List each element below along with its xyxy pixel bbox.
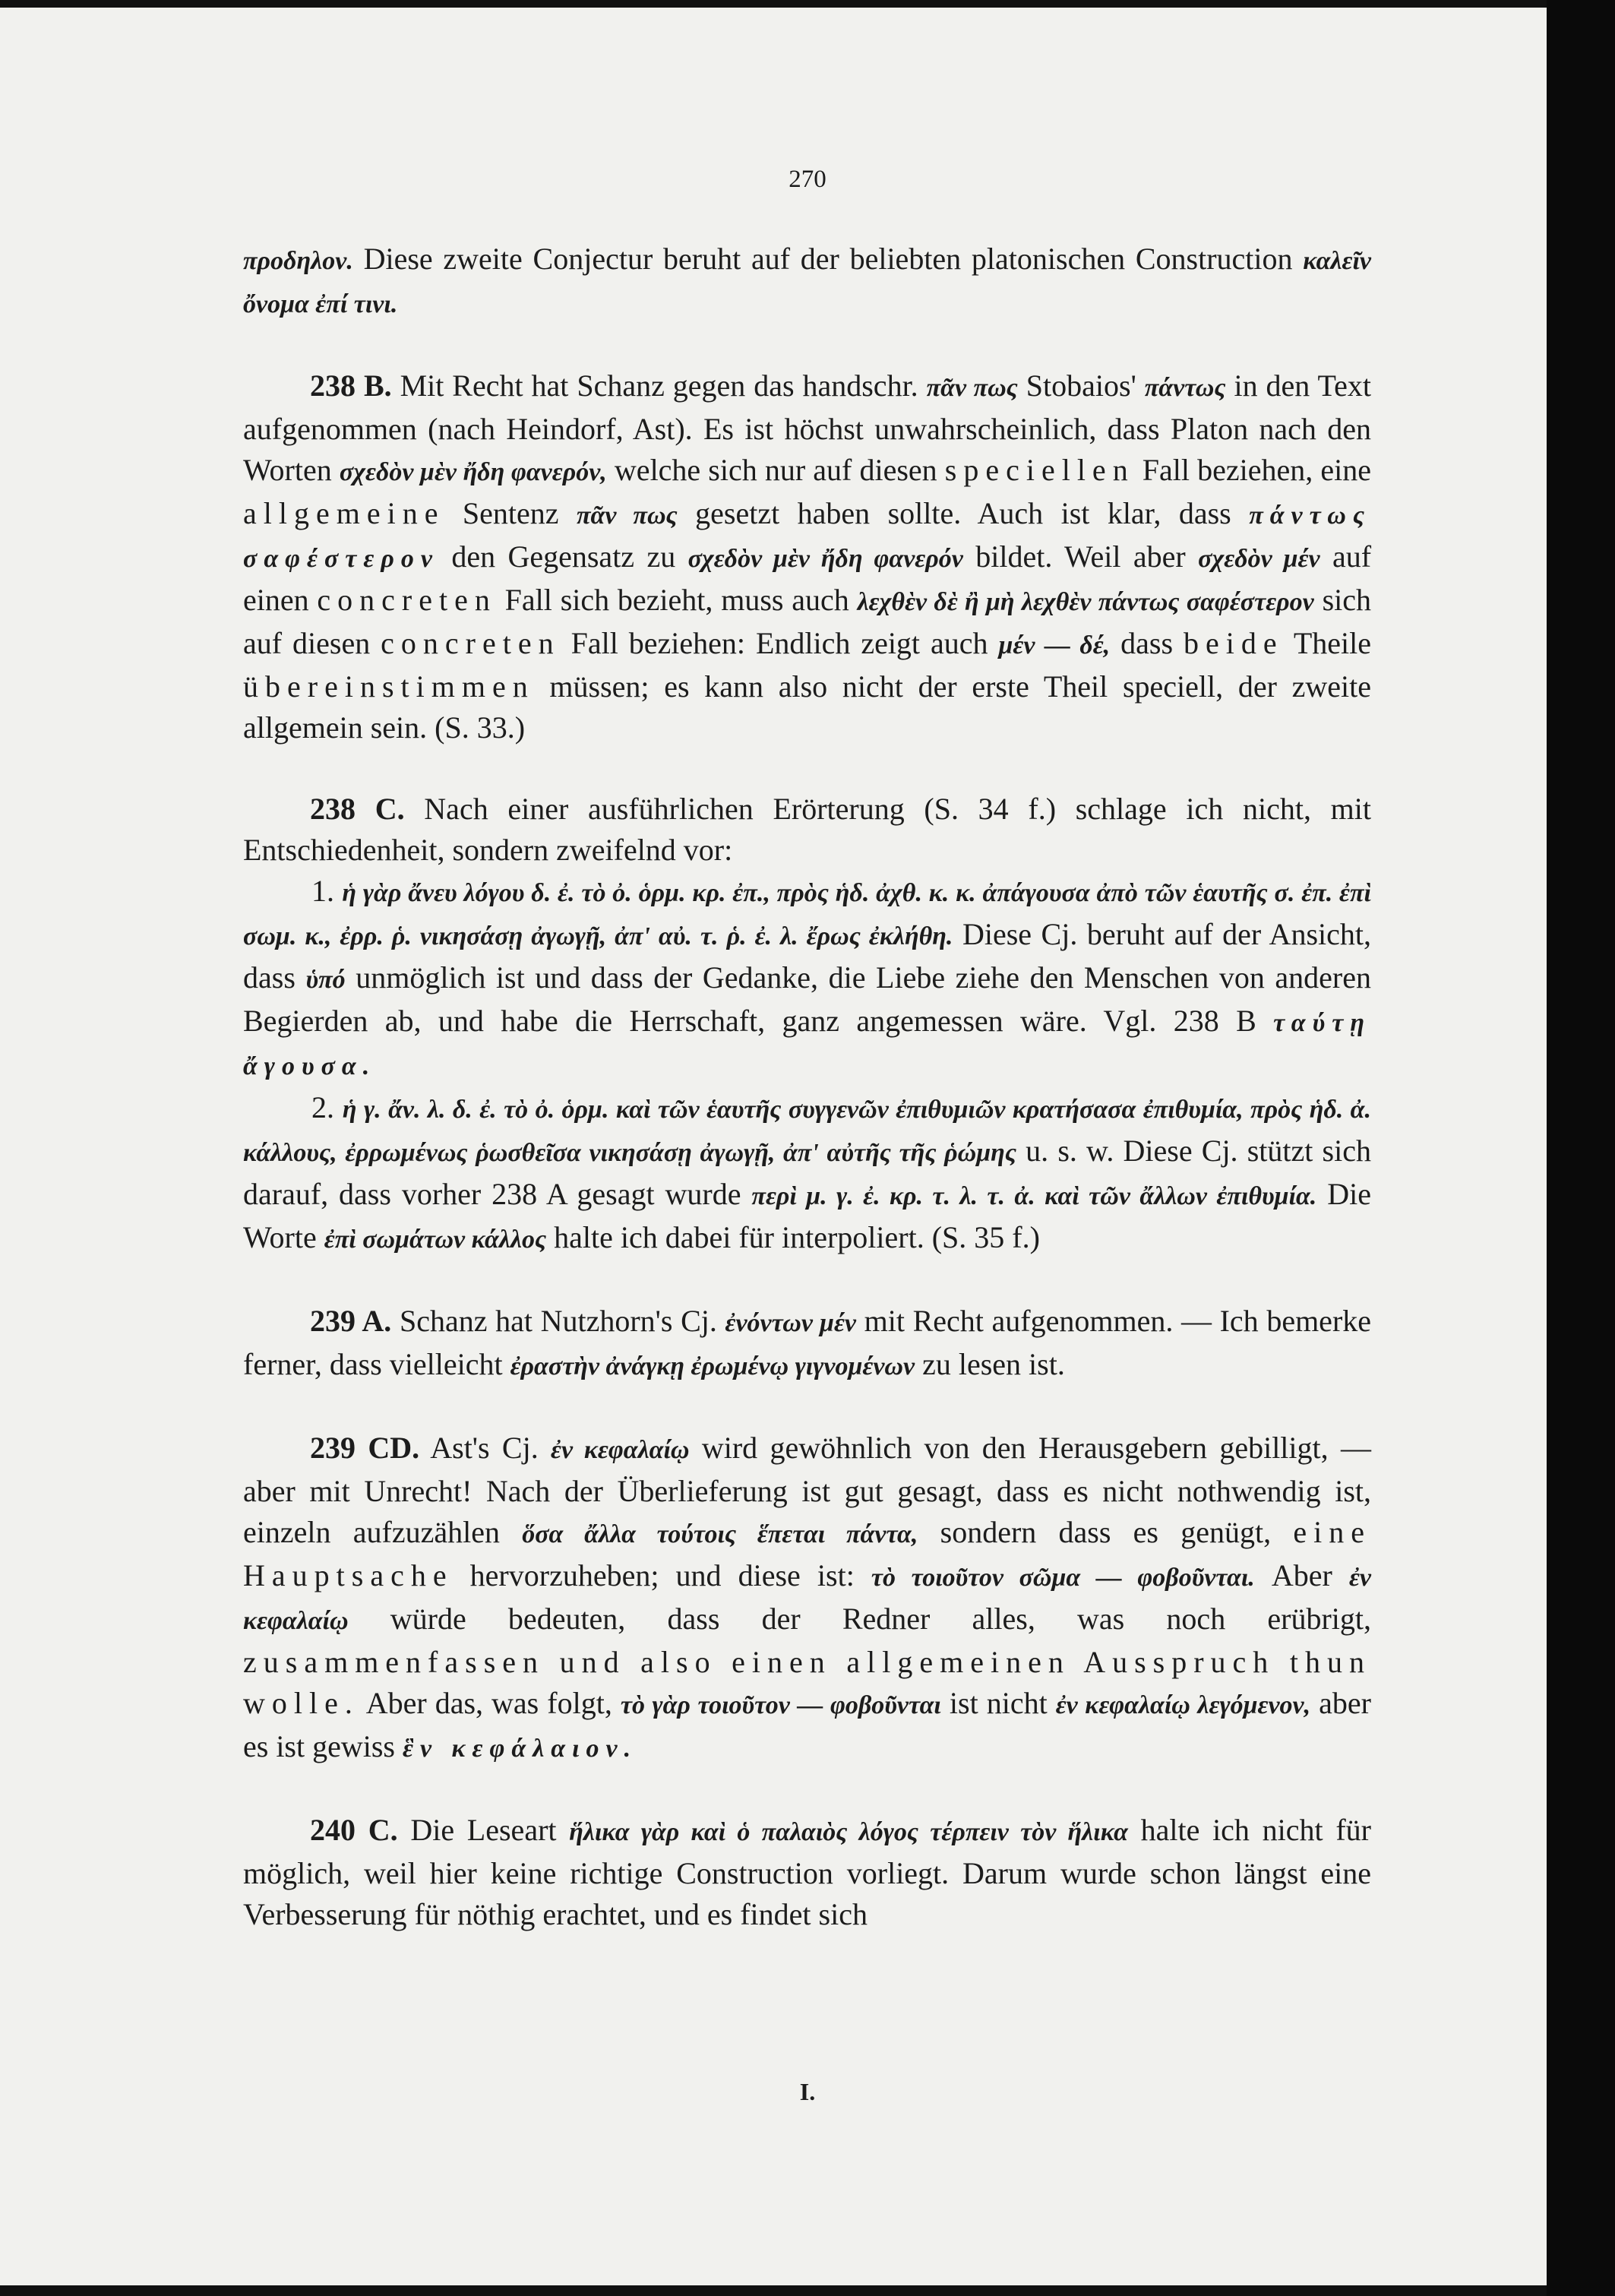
greek-text: ἐνόντων μέν bbox=[725, 1309, 856, 1337]
text-run: Mit Recht hat Schanz gegen das handschr. bbox=[391, 368, 927, 403]
text-run: welche sich nur auf diesen bbox=[606, 453, 945, 487]
greek-text: λεχθὲν δὲ ἢ μὴ λεχθὲν πάντως σαφέστερον bbox=[857, 588, 1314, 616]
greek-text: τὸ γὰρ τοιοῦτον — φοβοῦνται bbox=[620, 1691, 941, 1719]
page-number: 270 bbox=[789, 166, 826, 193]
text-run: dass bbox=[1110, 626, 1184, 660]
greek-text: σχεδὸν μέν bbox=[1198, 545, 1320, 573]
spaced-text: speciellen bbox=[944, 453, 1135, 487]
text-run: Diese Cj. beruht auf der Ansicht, dass bbox=[243, 917, 1371, 995]
greek-text: σχεδὸν μὲν ἤδη φανερόν bbox=[687, 545, 963, 573]
greek-text: μέν — δέ, bbox=[998, 631, 1111, 659]
text-run: halte ich dabei für interpoliert. (S. 35 f.) bbox=[546, 1220, 1040, 1254]
text-run: Aber bbox=[1254, 1558, 1349, 1592]
text-run: Stobaios' bbox=[1017, 368, 1145, 403]
greek-text: ὑπό bbox=[305, 966, 346, 994]
spaced-text: eine Hauptsache bbox=[243, 1515, 1372, 1592]
paragraph-240c bbox=[243, 1810, 1371, 1935]
spaced-text: übereinstimmen bbox=[243, 669, 535, 704]
greek-text: ὅσα ἄλλα τούτοις ἕπεται πάντα, bbox=[522, 1520, 918, 1548]
section-number: 239 A. bbox=[310, 1304, 392, 1338]
text-run: Die Leseart bbox=[397, 1813, 570, 1847]
text-run: zu lesen ist. bbox=[915, 1347, 1065, 1381]
greek-text: πᾶν πως bbox=[576, 501, 678, 530]
greek-text: ἐπὶ σωμάτων κάλλος bbox=[324, 1225, 547, 1254]
item-number: 2. bbox=[311, 1090, 343, 1124]
section-number: 239 CD. bbox=[310, 1431, 420, 1465]
text-run: bildet. Weil aber bbox=[962, 539, 1199, 574]
spaced-text: concreten bbox=[317, 583, 497, 617]
section-number: 240 C. bbox=[310, 1813, 398, 1847]
section-number: 238 C. bbox=[310, 792, 405, 826]
scan-border bbox=[1547, 0, 1615, 2296]
text-run: müssen; es kann also nicht der erste Theil speciell, der zweite allgemein sein. (S. 33.) bbox=[243, 669, 1371, 745]
text-run: Die Worte bbox=[243, 1177, 1371, 1254]
greek-text: ἡ γὰρ ἄνευ λόγου δ. ἐ. τὸ ὀ. ὁρμ. κρ. ἐπ., πρὸς ἡδ. ἀχθ. κ. κ. ἀπάγουσα ἀπὸ τῶν ἑαυτῆς σ. ἐπ. ἐπὶ σωμ. κ., ἐρρ. ῥ. νικησάσῃ ἀγωγῇ, ἀπ' αὐ. τ. ῥ. ἐ. λ. ἔρως ἐκλήθη. bbox=[243, 879, 1371, 950]
text-run: mit Recht aufgenommen. — Ich bemerke ferner, dass vielleicht bbox=[243, 1304, 1372, 1381]
spaced-text: beide bbox=[1183, 626, 1284, 660]
text-run: Fall beziehen, eine bbox=[1134, 453, 1371, 487]
paragraph-238c bbox=[243, 789, 1371, 871]
text-run: Aber das, was folgt, bbox=[359, 1686, 621, 1720]
greek-text: ἡ γ. ἄν. λ. δ. ἐ. τὸ ὀ. ὁρμ. καὶ τῶν ἑαυτῆς συγγενῶν ἐπιθυμιῶν κρατήσασα ἐπιθυμία, πρὸς ἡδ. ἀ. κάλλους, ἐρρωμένως ῥωσθεῖσα νικησάσῃ ἀγωγῇ, ἀπ' αὐτῆς τῆς ῥώμης bbox=[243, 1096, 1371, 1167]
section-number: 238 B. bbox=[310, 368, 392, 403]
text-run: Theile bbox=[1283, 626, 1372, 660]
item-number: 1. bbox=[311, 874, 343, 908]
greek-text: καλεῖν ὄνομα ἐπί τινι. bbox=[243, 247, 1371, 318]
text-run: den Gegensatz zu bbox=[438, 539, 688, 574]
spaced-text: allgemeine bbox=[243, 496, 445, 530]
greek-text: ἐν κεφαλαίῳ bbox=[551, 1436, 690, 1464]
text-run: würde bedeuten, dass der Redner alles, was noch erübrigt, bbox=[348, 1602, 1371, 1636]
text-run: u. s. w. Diese Cj. stützt sich darauf, dass vorher 238 A gesagt wurde bbox=[243, 1134, 1371, 1211]
paragraph-238b bbox=[243, 365, 1371, 748]
text-run: ist nicht bbox=[940, 1686, 1056, 1720]
greek-text: περὶ μ. γ. ἐ. κρ. τ. λ. τ. ἀ. καὶ τῶν ἄλλων ἐπιθυμία. bbox=[751, 1182, 1317, 1210]
greek-text: ἐν κεφαλαίῳ λεγόμενον, bbox=[1055, 1691, 1311, 1719]
text-run: auf einen bbox=[243, 539, 1372, 617]
greek-text: πάντως bbox=[1144, 374, 1226, 402]
paragraph-239a bbox=[243, 1301, 1371, 1387]
text-run: Fall beziehen: Endlich zeigt auch bbox=[560, 626, 999, 660]
text-run: Diese zweite Conjectur beruht auf der beliebten platonischen Construction bbox=[352, 242, 1304, 276]
greek-text: τὸ τοιοῦτον σῶμα — φοβοῦνται. bbox=[871, 1564, 1255, 1592]
text-run: in den Text aufgenommen (nach Heindorf, Ast). Es ist höchst unwahrscheinlich, dass Platon nach den Worten bbox=[243, 368, 1372, 487]
text-run: Sentenz bbox=[444, 496, 577, 530]
greek-text: ἥλικα γὰρ καὶ ὁ παλαιὸς λόγος τέρπειν τὸν ἥλικα bbox=[569, 1818, 1128, 1846]
conjecture-1 bbox=[243, 871, 1371, 1087]
paragraph-239cd bbox=[243, 1428, 1371, 1769]
text-run: gesetzt haben sollte. Auch ist klar, dass bbox=[677, 496, 1250, 530]
text-run: sich auf diesen bbox=[243, 583, 1371, 660]
greek-text: πάντως σαφέστερον bbox=[243, 501, 1372, 573]
body-text bbox=[243, 239, 1371, 1935]
greek-text: σχεδὸν μὲν ἤδη φανερόν, bbox=[339, 458, 607, 486]
text-run: Fall sich bezieht, muss auch bbox=[496, 583, 858, 617]
text-run: aber es ist gewiss bbox=[243, 1686, 1371, 1763]
conjecture-2 bbox=[243, 1087, 1371, 1260]
spaced-text: concreten bbox=[381, 626, 561, 660]
greek-text: ταύτῃ ἄγουσα. bbox=[243, 1009, 1371, 1080]
text-run: hervorzuheben; und diese ist: bbox=[453, 1558, 871, 1592]
greek-text: ἐραστὴν ἀνάγκῃ ἐρωμένῳ γιγνομένων bbox=[510, 1352, 915, 1380]
greek-text: ἓν κεφάλαιον. bbox=[403, 1735, 638, 1763]
text-run: Nach einer ausführlichen Erörterung (S. 34 f.) schlage ich nicht, mit Entschiedenheit, sondern zweifelnd vor: bbox=[243, 792, 1371, 867]
greek-text: πᾶν πως bbox=[926, 374, 1018, 402]
text-run: Schanz hat Nutzhorn's Cj. bbox=[391, 1304, 725, 1338]
signature-mark: I. bbox=[799, 2078, 816, 2105]
text-run: Ast's Cj. bbox=[419, 1431, 552, 1465]
greek-text: προδηλον. bbox=[243, 247, 353, 275]
text-run: sondern dass es genügt, bbox=[918, 1515, 1294, 1549]
text-run: unmöglich ist und dass der Gedanke, die Liebe ziehe den Menschen von anderen Begierden ab, und habe die Herrschaft, ganz angemessen wäre. Vgl. 238 B bbox=[243, 960, 1371, 1038]
text-run: halte ich nicht für möglich, weil hier keine richtige Construction vorliegt. Darum wurde schon längst eine Verbesserung für nöthig erachtet, und es findet sich bbox=[243, 1813, 1371, 1931]
spaced-text: zusammenfassen und also einen allgemeinen Ausspruch thun wolle. bbox=[243, 1645, 1371, 1720]
text-run: wird gewöhnlich von den Herausgebern gebilligt, — aber mit Unrecht! Nach der Überlieferung ist gut gesagt, dass es nicht nothwendig ist, einzeln aufzuzählen bbox=[243, 1431, 1371, 1549]
paragraph-continuation bbox=[243, 239, 1371, 325]
greek-text: ἐν κεφαλαίῳ bbox=[243, 1564, 1371, 1635]
